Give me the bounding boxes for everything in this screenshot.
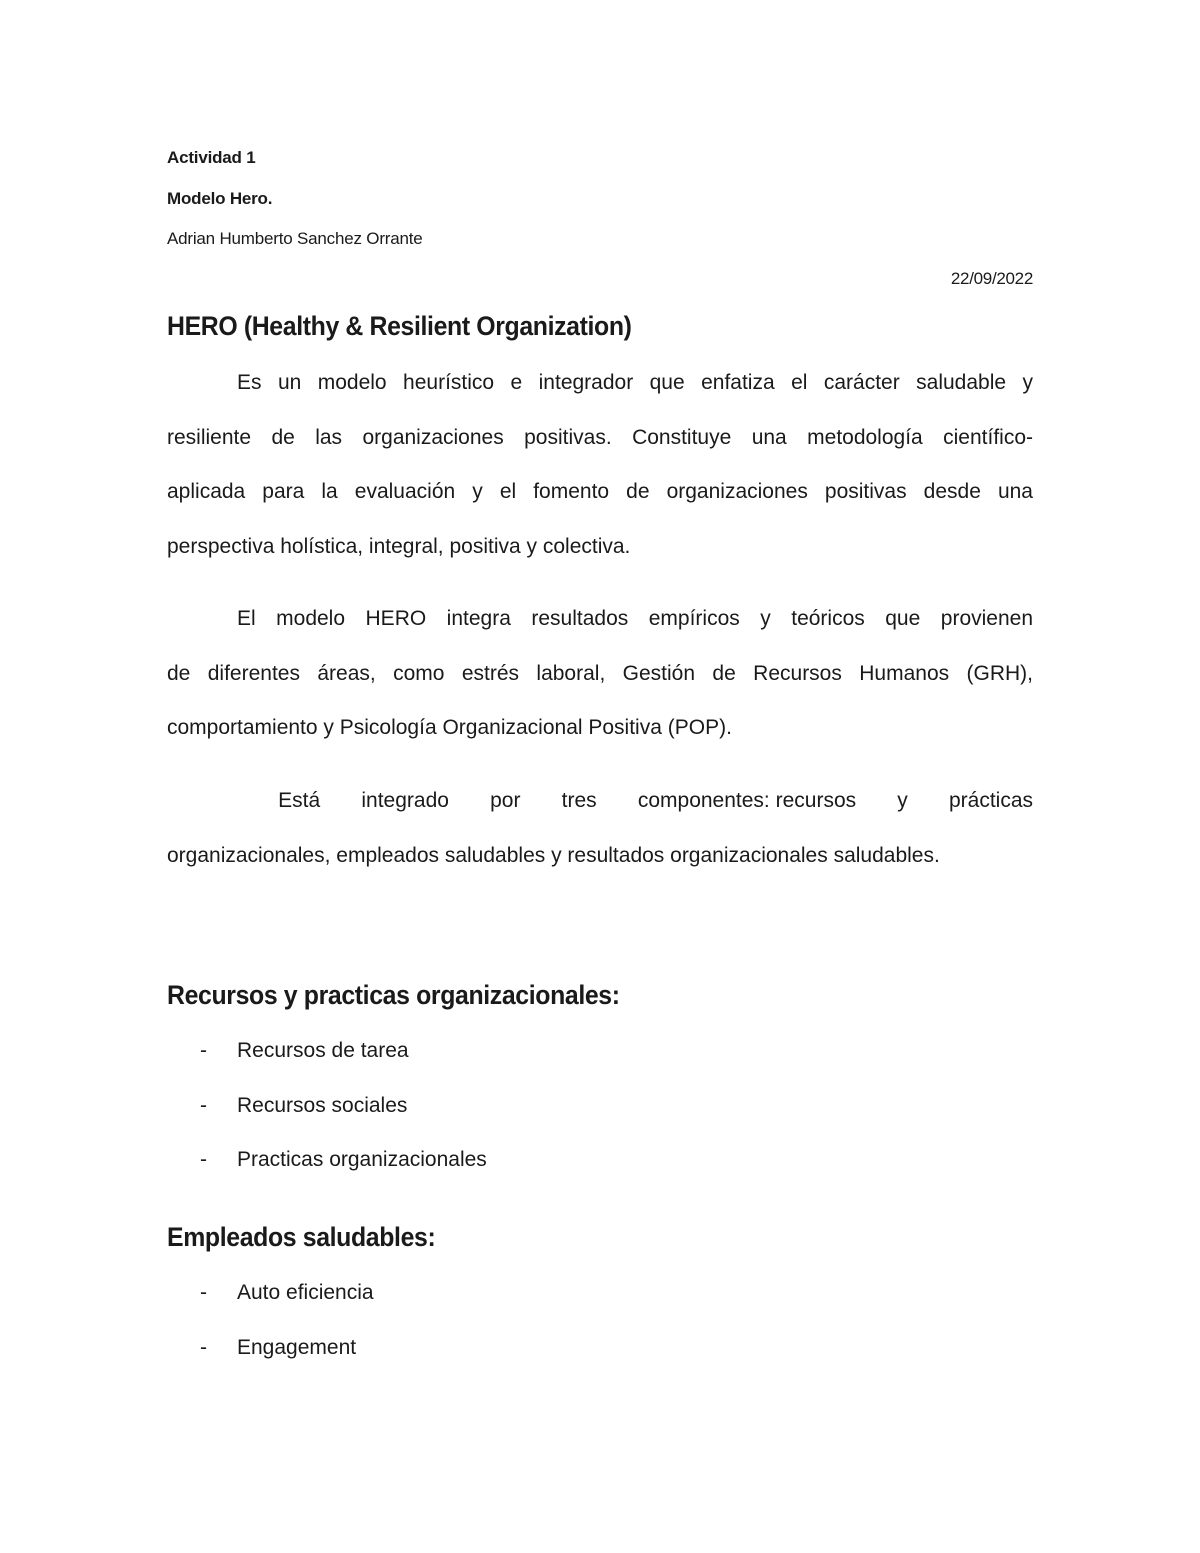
paragraph-components [167, 774, 1033, 883]
page-title: HERO (Healthy & Resilient Organization) [167, 311, 632, 341]
list-dash: - [200, 1093, 207, 1117]
word: prácticas [948, 789, 1033, 812]
list-item-label: Recursos sociales [237, 1093, 408, 1117]
paragraph-line-text: El modelo HERO integra resultados empíricos y teóricos que provienen [237, 607, 1033, 630]
paragraph-line-text: de diferentes áreas, como estrés laboral, Gestión de Recursos Humanos (GRH), [167, 661, 1033, 685]
list-item-label: Auto eficiencia [237, 1281, 374, 1304]
paragraph-line [167, 411, 1033, 466]
paragraph-line [167, 465, 1033, 520]
list-item [167, 1321, 1033, 1376]
model-label: Modelo Hero. [167, 189, 273, 208]
list-item-label: Engagement [237, 1335, 357, 1359]
list-dash: - [200, 1148, 207, 1171]
activity-label: Actividad 1 [167, 148, 256, 167]
list-recursos [167, 1024, 1033, 1188]
list-item [167, 1133, 1033, 1188]
list-empleados [167, 1266, 1033, 1375]
paragraph-integration [167, 592, 1033, 756]
author-name: Adrian Humberto Sanchez Orrante [167, 229, 423, 248]
paragraph-line [167, 356, 1033, 411]
paragraph-line [167, 520, 1033, 575]
paragraph-line-text: resiliente de las organizaciones positivas. Constituye una metodología científico- [167, 425, 1033, 449]
list-item [167, 1024, 1033, 1079]
list-dash: - [200, 1039, 207, 1062]
document-date: 22/09/2022 [950, 269, 1033, 288]
paragraph-line-text: comportamiento y Psicología Organizacional Positiva (POP). [167, 716, 732, 739]
paragraph-line [167, 829, 1033, 884]
paragraph-line [167, 701, 1033, 756]
paragraph-line-text: organizacionales, empleados saludables y resultados organizacionales saludables. [167, 843, 940, 867]
list-dash: - [200, 1281, 207, 1304]
list-item [167, 1266, 1033, 1321]
section-heading-recursos: Recursos y practicas organizacionales: [167, 980, 620, 1010]
list-item-label: Recursos de tarea [237, 1039, 409, 1062]
list-item [167, 1079, 1033, 1134]
paragraph-line [167, 774, 1033, 829]
word: por [490, 789, 521, 812]
paragraph-line [167, 647, 1033, 702]
paragraph-line-text: Es un modelo heurístico e integrador que enfatiza el carácter saludable y [237, 371, 1033, 394]
list-item-label: Practicas organizacionales [237, 1148, 487, 1171]
word: y [897, 789, 908, 812]
paragraph-line-text: aplicada para la evaluación y el fomento de organizaciones positivas desde una [167, 480, 1033, 503]
word: Está [278, 789, 321, 812]
word: tres [561, 789, 597, 812]
word: integrado [361, 789, 449, 812]
paragraph-line-text: perspectiva holística, integral, positiva y colectiva. [167, 534, 631, 558]
list-dash: - [200, 1335, 207, 1359]
paragraph-definition [167, 356, 1033, 574]
paragraph-line [167, 592, 1033, 647]
section-heading-empleados: Empleados saludables: [167, 1222, 436, 1252]
word: componentes: recursos [637, 789, 857, 812]
